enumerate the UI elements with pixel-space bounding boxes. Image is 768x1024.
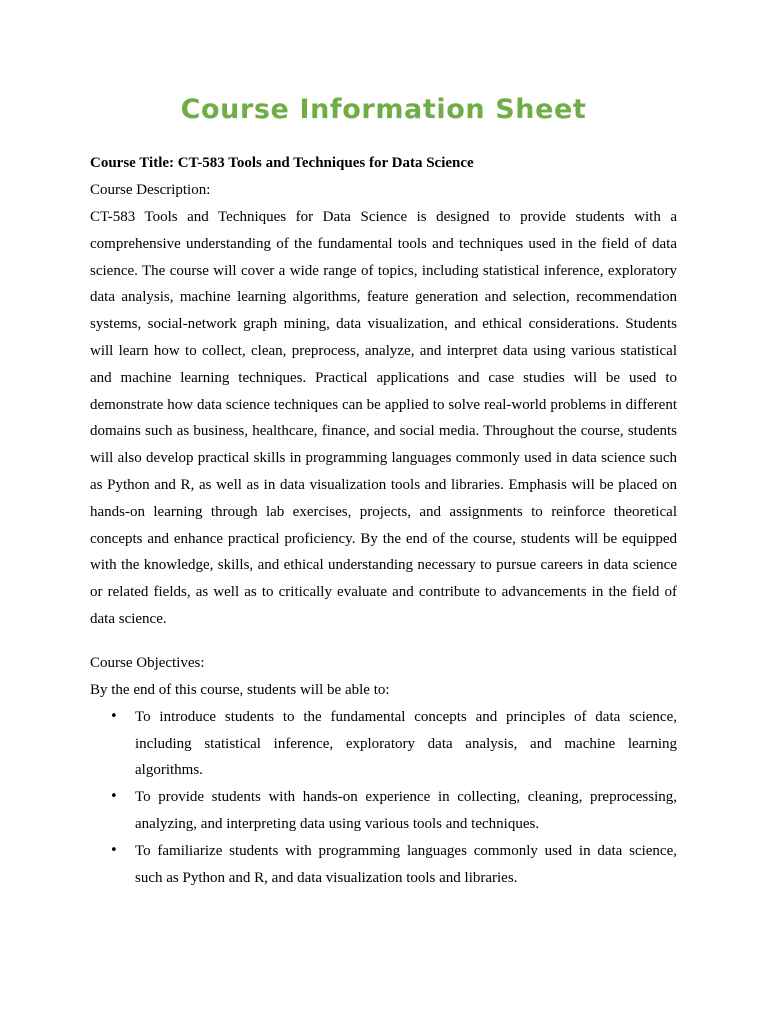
document-title: Course Information Sheet xyxy=(180,94,587,125)
objective-item xyxy=(90,838,677,892)
objective-item xyxy=(90,704,677,784)
objective-text: To provide students with hands-on experience in collecting, cleaning, preprocessing, analyzing, and interpreting data using various tools and techniques. xyxy=(135,789,677,832)
section-spacer xyxy=(90,633,677,650)
description-label: Course Description: xyxy=(90,182,211,198)
course-title: Course Title: CT-583 Tools and Techniques for Data Science xyxy=(90,155,474,171)
objective-text: To introduce students to the fundamental concepts and principles of data science, including statistical inference, exploratory data analysis, and machine learning algorithms. xyxy=(135,708,677,779)
document-content xyxy=(90,150,677,891)
objective-text: To familiarize students with programming languages commonly used in data science, such as Python and R, and data visualization tools and libraries. xyxy=(135,842,677,886)
objectives-list xyxy=(90,704,677,892)
objectives-intro: By the end of this course, students will be able to: xyxy=(90,681,390,698)
bullet-icon: • xyxy=(110,789,118,805)
objective-item xyxy=(90,784,677,838)
bullet-icon: • xyxy=(110,708,118,724)
objectives-label: Course Objectives: xyxy=(90,654,205,671)
bullet-icon: • xyxy=(110,842,118,858)
course-description: CT-583 Tools and Techniques for Data Science is designed to provide students with a comprehensive understanding of the fundamental tools and techniques used in the field of data science. The course will cover a wide range of topics, including statistical inference, exploratory data analysis, machine learning algorithms, feature generation and selection, recommendation systems, social-network graph mining, data visualization, and ethical considerations. Students will learn how to collect, clean, preprocess, analyze, and interpret data using various statistical and machine learning techniques. Practical applications and case studies will be used to demonstrate how data science techniques can be applied to solve real-world problems in different domains such as business, healthcare, finance, and social media. Throughout the course, students will also develop practical skills in programming languages commonly used in data science such as Python and R, as well as in data visualization tools and libraries. Emphasis will be placed on hands-on learning through lab exercises, projects, and assignments to reinforce theoretical concepts and enhance practical proficiency. By the end of the course, students will be equipped with the knowledge, skills, and ethical understanding necessary to pursue careers in data science or related fields, as well as to critically evaluate and contribute to advancements in the field of data science. xyxy=(90,209,677,627)
